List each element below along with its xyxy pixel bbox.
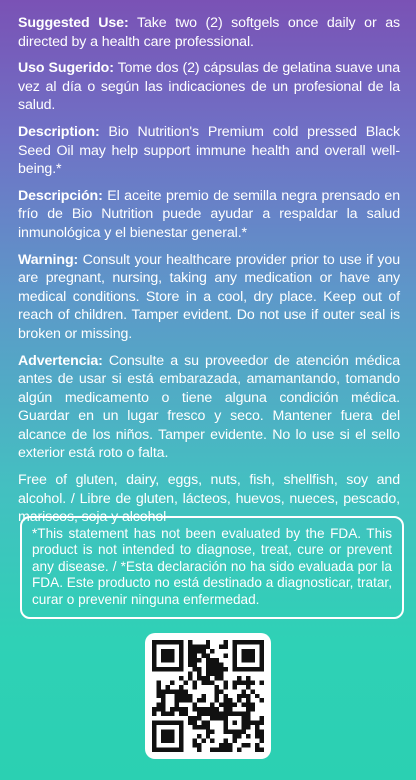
uso-sugerido-label: Uso Sugerido: [18,60,114,77]
fda-disclaimer-text: *This statement has not been evaluated by the FDA. This product is not intended to diagnose, treat, cure or prevent any disease. / *Esta declaración no ha sido evaluada por la FDA. Este producto no está destinado a diagnosticar, tratar, curar o prevenir ninguna enfermedad. [32,526,392,607]
suggested-use-text: Take two (2) softgels once daily or as directed by a health care professional. [18,15,400,50]
label-content [18,14,400,535]
warning-paragraph [18,251,400,344]
warning-label: Warning: [18,251,79,268]
free-of-paragraph: Free of gluten, dairy, eggs, nuts, fish, shellfish, soy and alcohol. / Libre de gluten, lácteos, huevos, nueces, pescado, mariscos, soja y alcohol [18,472,400,526]
description-label: Description: [18,123,100,140]
description-paragraph [18,123,400,179]
warning-text: Consult your healthcare provider prior to use if you are pregnant, nursing, taking any medication or have any medical conditions. Store in a cool, dry place. Keep out of reach of children. Tamper evident. Do not use if outer seal is broken or missing. [18,251,400,342]
descripcion-text: El aceite premio de semilla negra prensado en frío de Bio Nutrition puede ayudar a respaldar la salud inmunológica y el bienestar general.* [18,187,400,241]
uso-sugerido-paragraph [18,59,400,115]
qr-code[interactable] [145,633,271,759]
descripcion-paragraph [18,187,400,243]
descripcion-label: Descripción: [18,187,103,204]
qr-code-icon [152,640,264,752]
advertencia-text: Consulte a su proveedor de atención médica antes de usar si está embarazada, amamantando, tomando algún medicamento o tiene alguna condición médica. Guardar en un lugar fresco y seco. Mantener fuera del alcance de los niños. Tamper evidente. No lo use si el sello exterior está roto o falta. [18,352,400,462]
fda-disclaimer-box [20,516,404,619]
uso-sugerido-text: Tome dos (2) cápsulas de gelatina suave una vez al día o según las indicaciones de un profesional de la salud. [18,60,400,114]
advertencia-label: Advertencia: [18,352,103,369]
description-text: Bio Nutrition's Premium cold pressed Black Seed Oil may help support immune health and overall well-being.* [18,123,400,178]
suggested-use-label: Suggested Use: [18,15,129,31]
suggested-use-paragraph [18,14,400,51]
advertencia-paragraph [18,352,400,464]
